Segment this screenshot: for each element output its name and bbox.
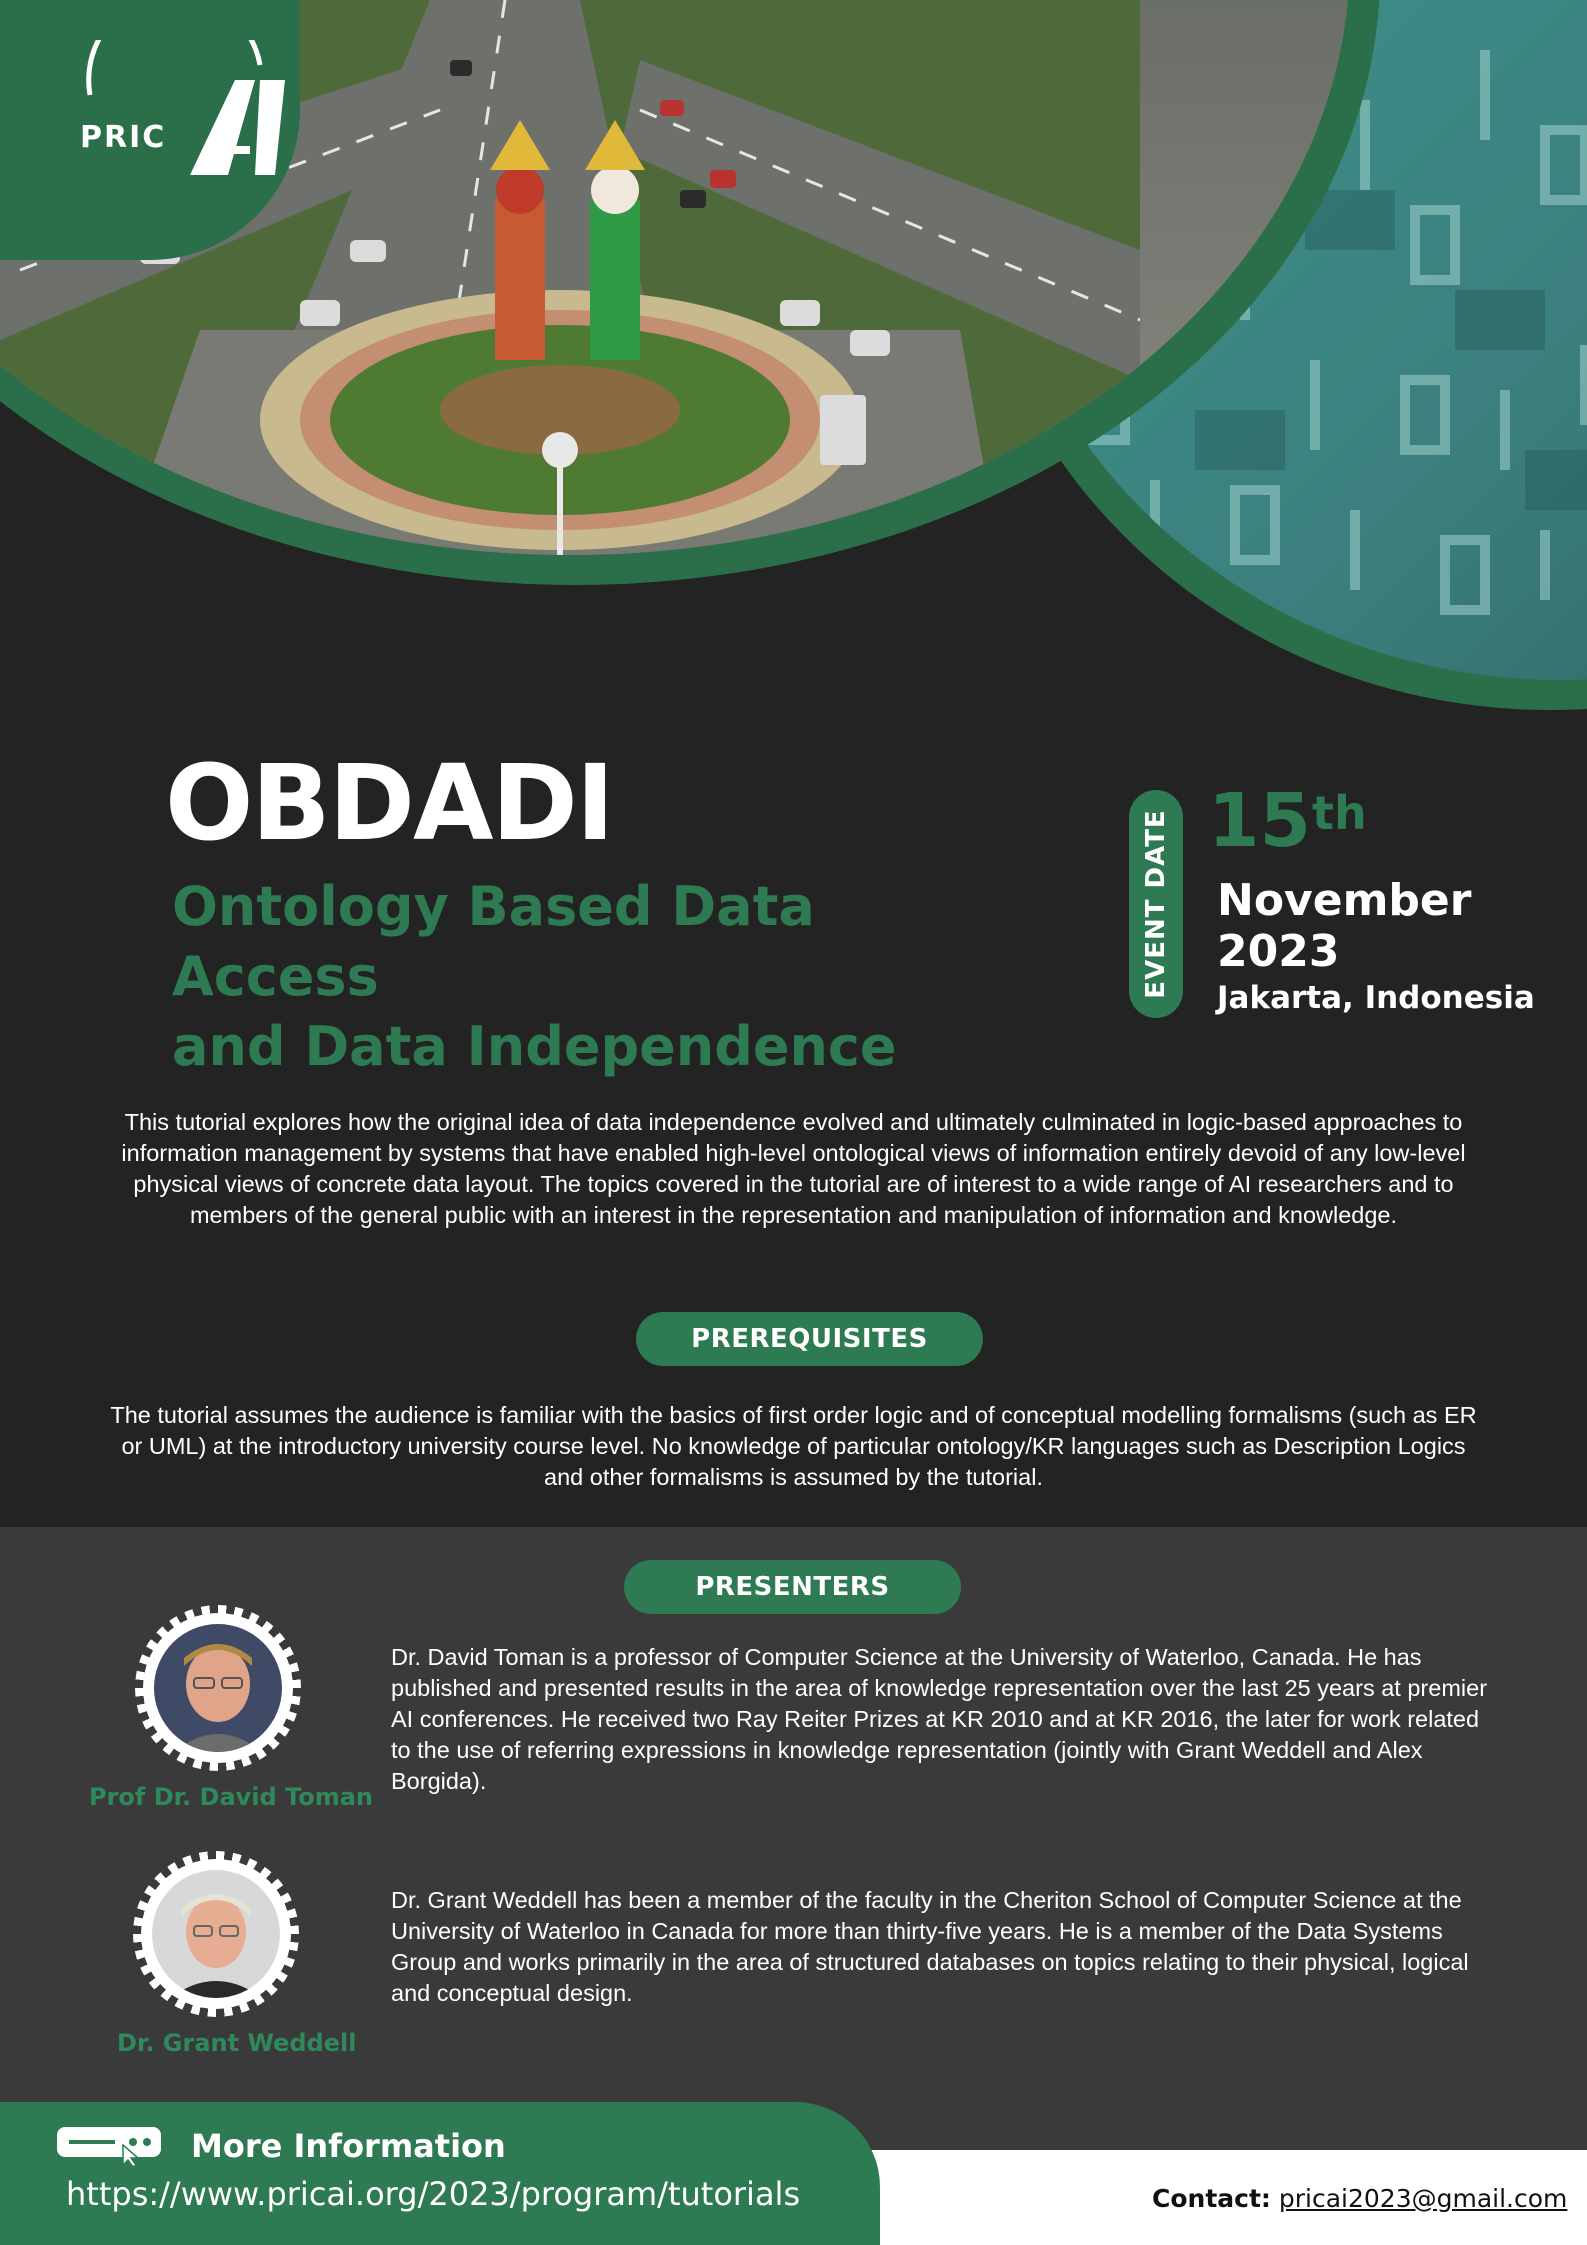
more-info-link[interactable]: https://www.pricai.org/2023/program/tutorials [66, 2175, 801, 2213]
logo-text: PRIC [80, 120, 167, 155]
presenter-name: Prof Dr. David Toman [89, 1783, 374, 1811]
subtitle-line-2: and Data Independence [172, 1015, 897, 1078]
presenter-photo [154, 1624, 282, 1752]
intro-paragraph: This tutorial explores how the original idea of data independence evolved and ultimately culminated in logic-based approaches to information management by systems that have enabled high-level ontological views of information entirely devoid of any low-level physical views of concrete data layout. The topics covered in the tutorial are of interest to a wide range of AI researchers and to members of the general public with an interest in the representation and manipulation of information and knowledge. [121, 1109, 1466, 1228]
page-subtitle [172, 872, 992, 1082]
event-date-badge [1129, 790, 1183, 1018]
event-year: 2023 [1217, 926, 1340, 977]
more-info-panel [0, 2102, 880, 2245]
prerequisites-heading: PREREQUISITES [636, 1312, 983, 1366]
presenter-bio: Dr. David Toman is a professor of Computer Science at the University of Waterloo, Canada. He has published and presented results in the area of knowledge representation over the last 25 years at premier AI conferences. He received two Ray Reiter Prizes at KR 2010 and at KR 2016, the later for work related to the use of referring expressions in knowledge representation (jointly with Grant Weddell and Alex Borgida). [391, 1644, 1488, 1794]
event-month: November [1217, 875, 1472, 926]
page-title: OBDADI [165, 742, 613, 864]
event-date-label: EVENT DATE [1141, 809, 1171, 999]
pricai-logo-mark [60, 40, 290, 190]
event-day: 15 [1208, 778, 1311, 864]
presenter-bio: Dr. Grant Weddell has been a member of the faculty in the Cheriton School of Computer Science at the University of Waterloo in Canada for more than thirty-five years. He is a member of the Data Systems Group and works primarily in the area of structured databases on topics relating to their physical, logical and conceptual design. [391, 1887, 1469, 2006]
contact-email-link[interactable]: pricai2023@gmail.com [1278, 2184, 1568, 2213]
event-location: Jakarta, Indonesia [1217, 980, 1535, 1016]
presenter-name: Dr. Grant Weddell [117, 2029, 357, 2057]
subtitle-line-1: Ontology Based Data Access [172, 875, 815, 1008]
more-info-label: More Information [191, 2127, 506, 2165]
presenters-heading: PRESENTERS [624, 1560, 961, 1614]
keyboard-icon [55, 2125, 165, 2167]
presenter-photo [152, 1870, 280, 1998]
avatar-david-toman [143, 1613, 293, 1763]
pricai-logo [60, 40, 290, 190]
prerequisites-paragraph: The tutorial assumes the audience is familiar with the basics of first order logic and of conceptual modelling formalisms (such as ER or UML) at the introductory university course level. No knowledge of particular ontology/KR languages such as Description Logics and other formalisms is assumed by the tutorial. [110, 1402, 1477, 1490]
avatar-grant-weddell [141, 1859, 291, 2009]
contact-label: Contact: [1152, 2184, 1271, 2213]
event-day-suffix: th [1312, 786, 1367, 840]
contact-line [1152, 2184, 1567, 2213]
